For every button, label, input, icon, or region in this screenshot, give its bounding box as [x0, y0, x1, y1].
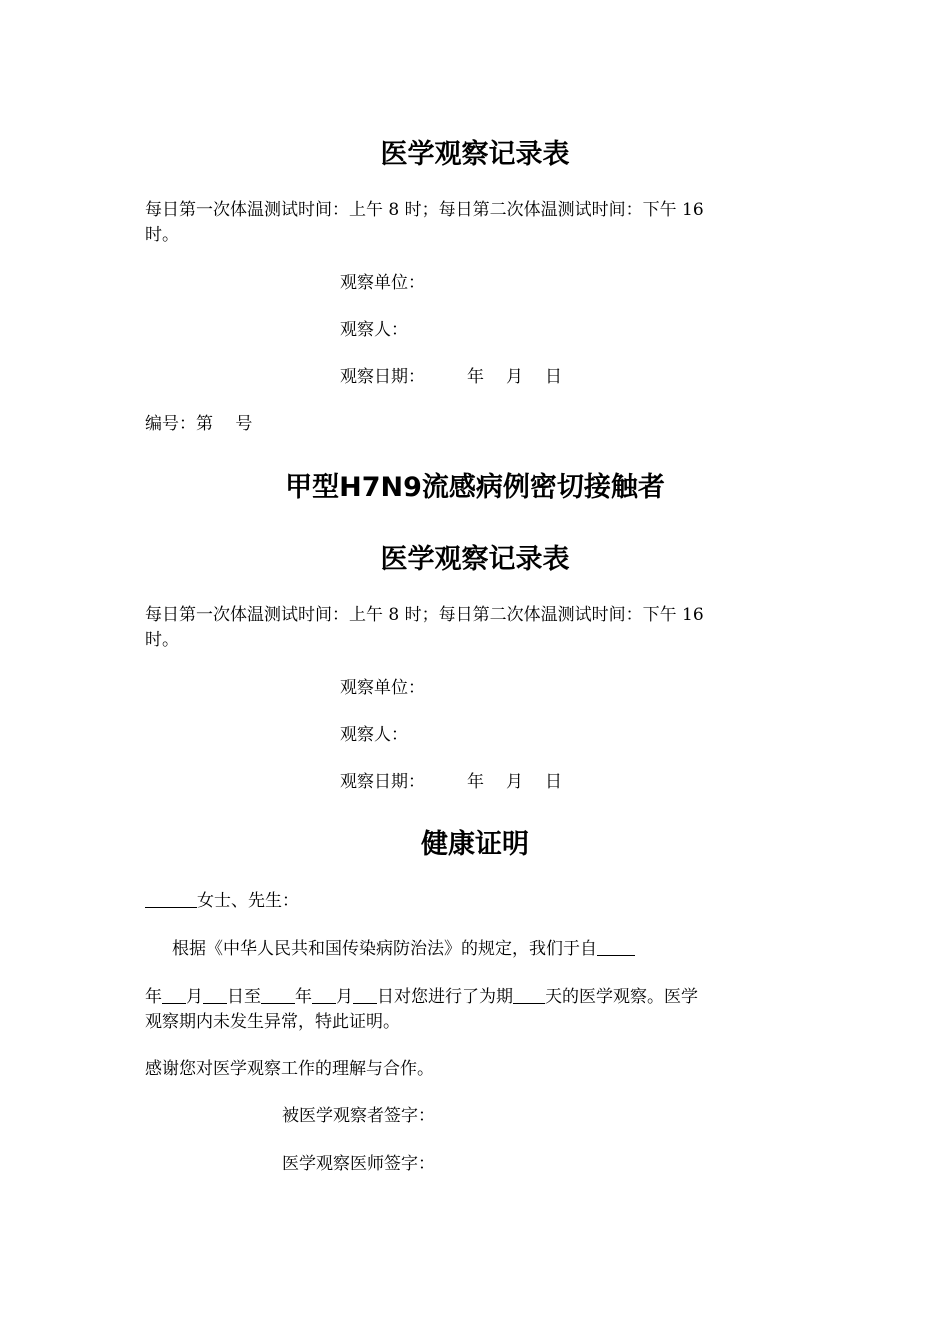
month-text-1: 月: [186, 987, 203, 1007]
observation-date-row: [340, 364, 562, 390]
end-year-blank[interactable]: [261, 985, 295, 1004]
observer-label-2: 观察人：: [340, 725, 408, 745]
record-form-title: 医学观察记录表: [380, 139, 570, 170]
month-text-2: 月: [336, 987, 353, 1007]
certificate-body-line3: 观察期内未发生异常，特此证明。: [145, 1012, 400, 1032]
month-label: 月: [506, 367, 523, 387]
month-label-2: 月: [506, 772, 523, 792]
day-label: 日: [545, 367, 562, 387]
temperature-time-line-2: 每日第一次体温测试时间：上午 8 时；每日第二次体温测试时间：下午 16: [145, 605, 704, 625]
observation-unit-label: 观察单位：: [340, 273, 425, 293]
observation-date-row-2: [340, 769, 562, 795]
h7n9-contact-title: 甲型H7N9流感病例密切接触者: [285, 472, 665, 503]
year-label-2: 年: [467, 772, 484, 792]
year-label: 年: [467, 367, 484, 387]
end-day-blank[interactable]: [353, 985, 377, 1004]
year-text-2: 年: [295, 987, 312, 1007]
observation-unit-label-2: 观察单位：: [340, 678, 425, 698]
start-month-blank[interactable]: [162, 985, 186, 1004]
day-label-2: 日: [545, 772, 562, 792]
end-month-blank[interactable]: [312, 985, 336, 1004]
doctor-signature-label: 医学观察医师签字：: [282, 1154, 435, 1174]
temperature-time-line: 每日第一次体温测试时间：上午 8 时；每日第二次体温测试时间：下午 16: [145, 200, 704, 220]
temperature-time-line-end-2: 时。: [145, 630, 179, 650]
observer-label: 观察人：: [340, 320, 408, 340]
period-text: 日对您进行了为期: [377, 987, 513, 1007]
serial-number-label: 编号：第 号: [145, 414, 253, 434]
salutation-text: 女士、先生：: [197, 891, 299, 911]
law-citation-text: 根据《中华人民共和国传染病防治法》的规定，我们于自: [172, 939, 597, 959]
days-count-blank[interactable]: [513, 985, 545, 1004]
name-blank[interactable]: [145, 889, 197, 908]
start-year-blank[interactable]: [597, 937, 635, 956]
observed-person-signature-label: 被医学观察者签字：: [282, 1106, 435, 1126]
days-tail-text: 天的医学观察。医学: [545, 987, 698, 1007]
day-to-text: 日至: [227, 987, 261, 1007]
temperature-time-line-end: 时。: [145, 225, 179, 245]
observation-date-label-2: 观察日期：: [340, 772, 425, 792]
year-text-1: 年: [145, 987, 162, 1007]
health-certificate-title: 健康证明: [421, 829, 529, 860]
salutation-row: [145, 888, 299, 914]
thanks-text: 感谢您对医学观察工作的理解与合作。: [145, 1059, 434, 1079]
certificate-body-line2: [145, 984, 698, 1010]
record-form-title-2: 医学观察记录表: [380, 544, 570, 575]
certificate-body-line1: [172, 936, 635, 962]
start-day-blank[interactable]: [203, 985, 227, 1004]
observation-date-label: 观察日期：: [340, 367, 425, 387]
